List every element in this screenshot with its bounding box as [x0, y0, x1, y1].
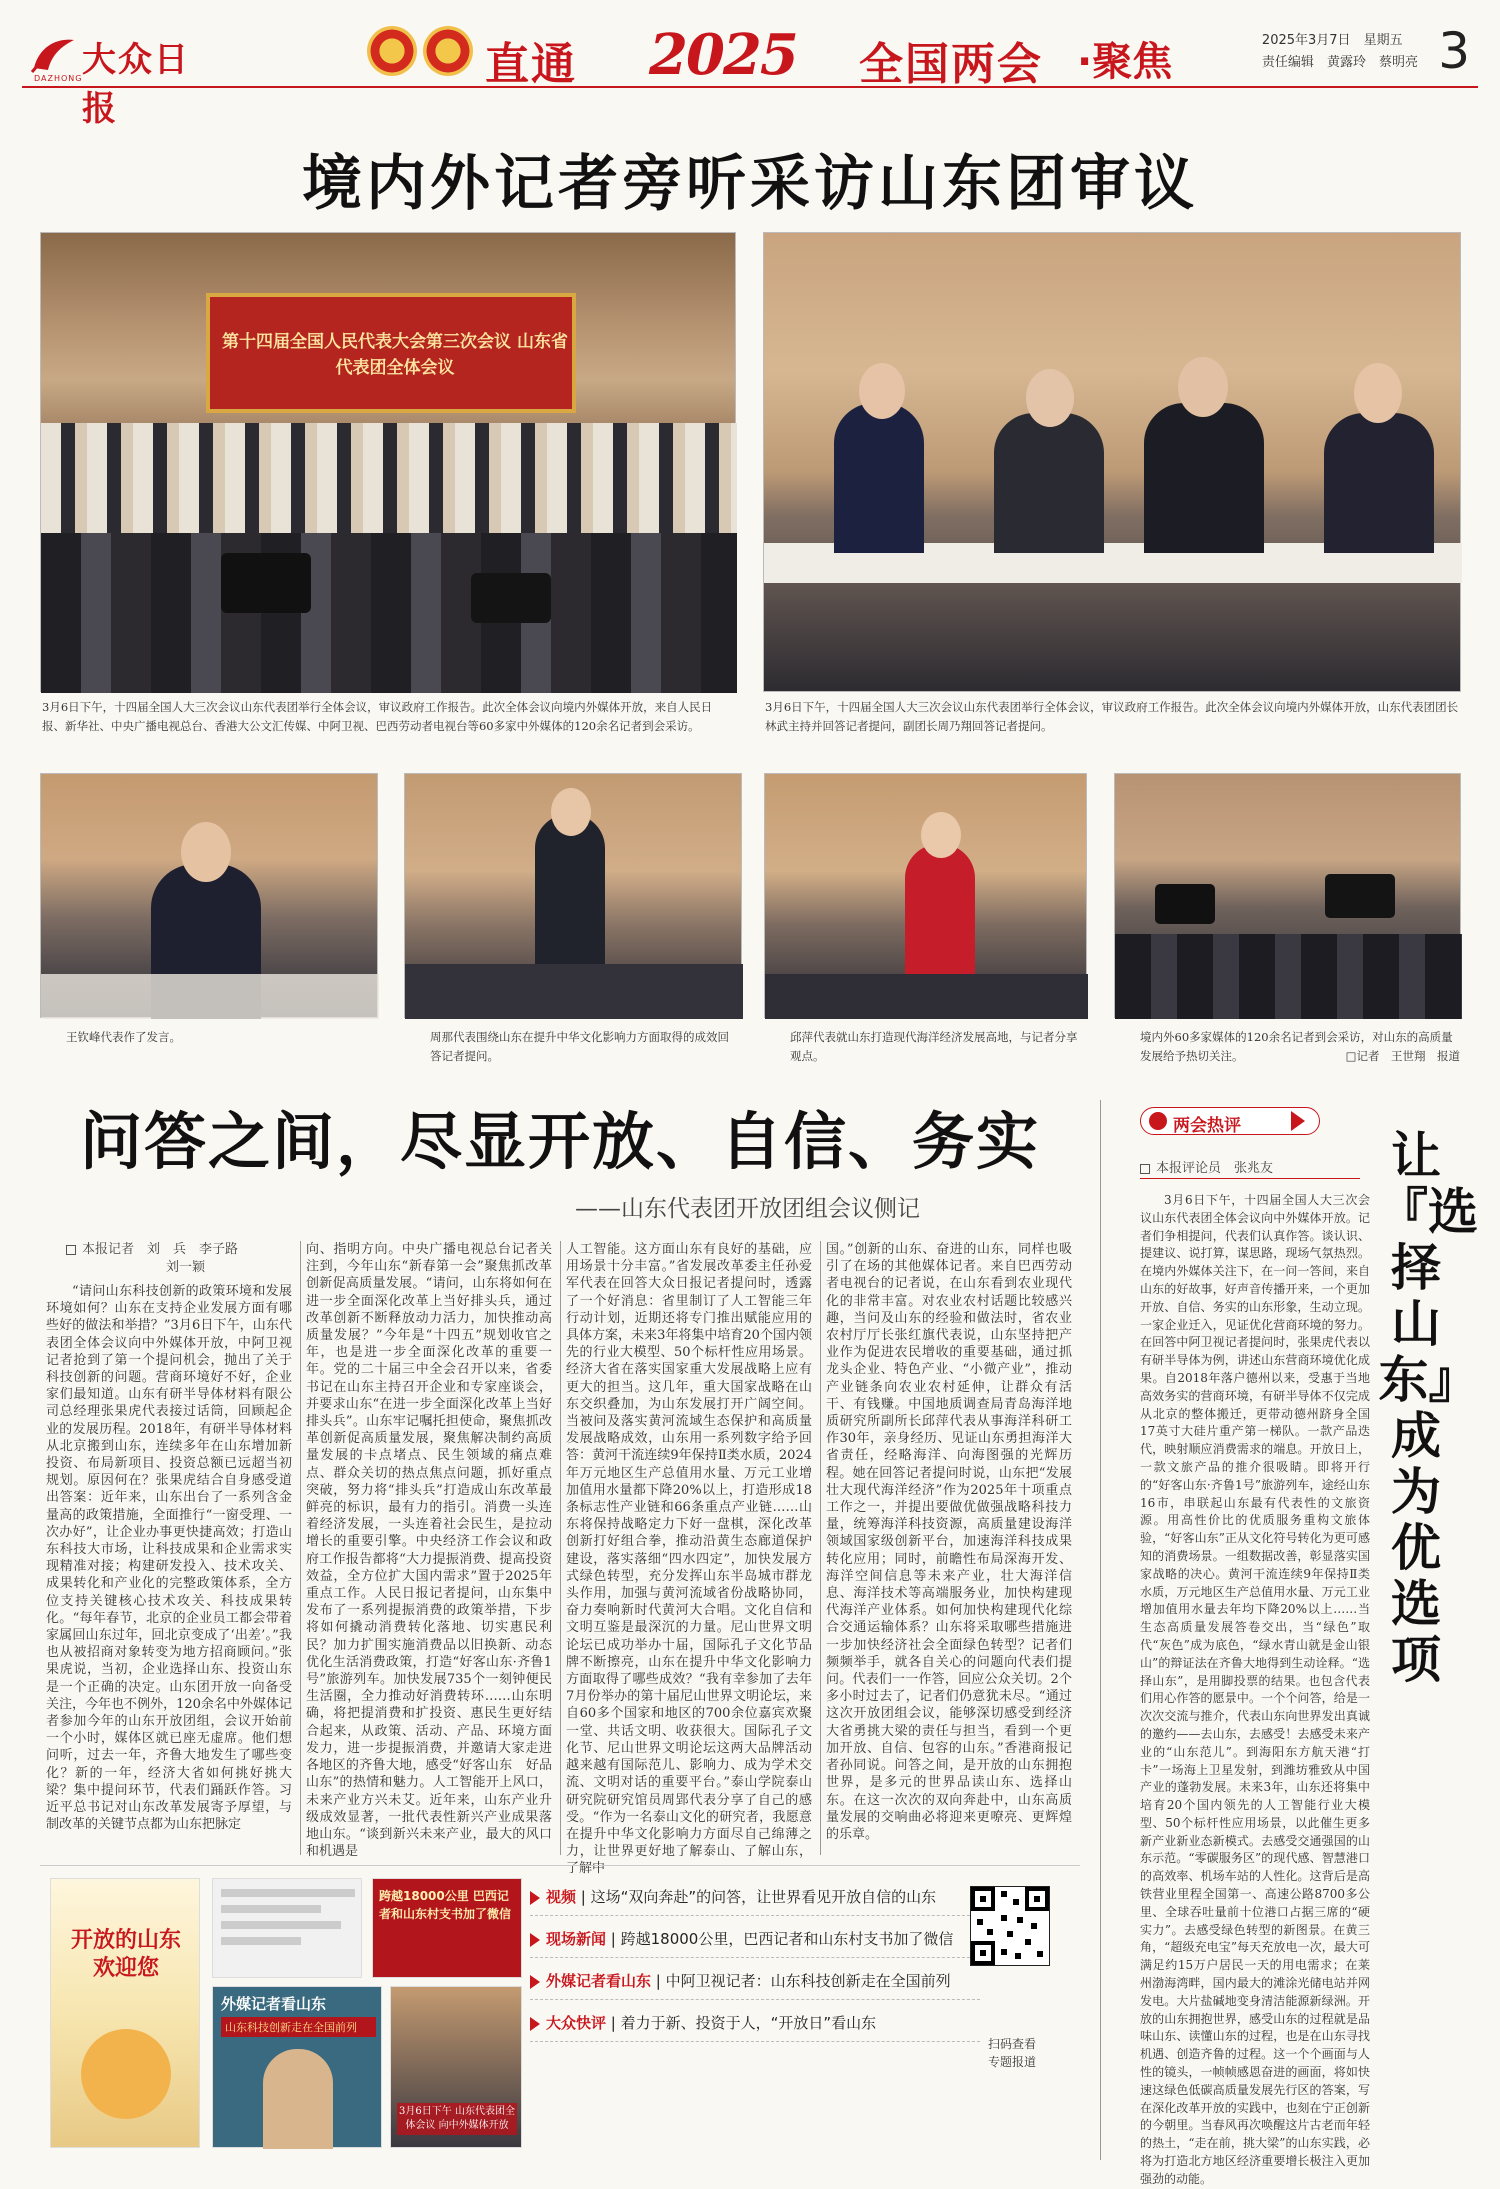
- second-subhead: ——山东代表团开放团组会议侧记: [575, 1196, 920, 1222]
- photo5-caption: 邱萍代表就山东打造现代海洋经济发展高地，与记者分享观点。: [790, 1030, 1078, 1063]
- link-video[interactable]: 视频 | 这场“双向奔赴”的问答，让世界看见开放自信的山东: [530, 1886, 980, 1916]
- photo-zhou-ying[interactable]: [404, 773, 742, 1018]
- issue-weekday: 星期五: [1363, 33, 1403, 48]
- qr-caption-1: 扫码查看: [987, 2037, 1036, 2051]
- logo-sub: DAZHONG: [34, 74, 83, 83]
- promo-18000km-text: 跨越18000公里 巴西记者和山东村支书加了微信: [379, 1889, 512, 1921]
- link-text: 跨越18000公里，巴西记者和山东村支书加了微信: [620, 1930, 954, 1948]
- triangle-right-icon: [530, 1891, 540, 1905]
- masthead: [22, 18, 1478, 129]
- qr-code[interactable]: [970, 1886, 1050, 1966]
- link-tag: 视频: [546, 1888, 577, 1906]
- triangle-right-icon: [530, 1975, 540, 1989]
- promo-18000km[interactable]: [372, 1878, 522, 1978]
- article-col2-text: 向、指明方向。中央广播电视总台记者关注到，今年山东“新春第一会”聚焦抓改革创新促高质量发展。“请问，山东将如何在进一步全面深化改革上当好排头兵，通过改革创新不断释放动力活力，加快推动高质量发展？”今年是“十四五”规划收官之年，也是进一步全面深化改革的重要一年。党的二十届三中全会召开以来，省委书记在山东主持召开企业和专家座谈会，并要求山东“在进一步全面深化改革上当好排头兵”。山东牢记嘱托担使命，聚焦抓改革创新促高质量发展，聚焦解决制约高质量发展的卡点堵点、民生领域的痛点难点、群众关切的热点焦点问题，抓好重点突破，努力将“排头兵”打造成山东改革最鲜亮的标识，最有力的指引。消费一头连着经济发展，一头连着社会民生，是拉动增长的重要引擎。中央经济工作会议和政府工作报告都将“大力提振消费、提高投资效益，全方位扩大国内需求”置于2025年重点工作。人民日报记者提问，山东集中发布了一系列提振消费的政策举措，下步将如何撬动消费转化落地、切实惠民利民？加力扩围实施消费品以旧换新、动态优化生活消费政策，打造“好客山东·齐鲁1号”旅游列车。加快发展735个一刻钟便民生活圈，全力推动好消费转环……山东明确，将把提消费和扩投资、惠民生更好结合起来，从政策、活动、产品、环境方面发力，进一步提振消费，并邀请大家走进各地区的齐鲁大地，感受“好客山东 好品山东”的热情和魅力。人工智能开上风口，未来产业方兴未艾。近年来，山东产业升级成效显著，一批代表性新兴产业成果落地山东。“谈到新兴未来产业，最大的风口和机遇是: [306, 1242, 552, 1860]
- editor-name-2: 蔡明亮: [1378, 55, 1418, 70]
- sun-icon: [81, 2029, 171, 2119]
- link-quick-comment[interactable]: 大众快评 | 着力于新、投资于人，“开放日”看山东: [530, 2012, 980, 2042]
- photo1-caption: 3月6日下午，十四届全国人大三次会议山东代表团举行全体会议，审议政府工作报告。此次全体会议向境内外媒体开放，来自人民日报、新华社、中央广播电视总台、香港大公文汇传媒、中阿卫视、巴西劳动者电视台等60多家中外媒体的120余名记者到会采访。: [42, 700, 713, 733]
- second-byline: [66, 1241, 306, 1277]
- link-text: 中阿卫视记者：山东科技创新走在全国前列: [665, 1972, 951, 1990]
- hot-commentary-label: 两会热评: [1173, 1116, 1241, 1136]
- article-col4-text: 国。”创新的山东、奋进的山东，同样也吸引了在场的其他媒体记者。来自巴西劳动者电视台的记者说，在山东看到农业现代化的非常丰富。对农业农村话题比较感兴趣，当问及山东的经验和做法时，省农业农村厅厅长张红旗代表说，山东坚持把产业作为促进农民增收的重要基础，通过抓龙头企业、特色产业、“小微产业”，推动产业链条向农业农村延伸，让群众有活干、有钱赚。中国地质调查局青岛海洋地质研究所副所长邱萍代表从事海洋科研工作30年，亲身经历、见证山东勇担海洋大省责任，经略海洋、向海图强的光辉历程。她在回答记者提问时说，山东把“发展壮大现代海洋经济”作为2025年十项重点工作之一，并提出要做优做强战略科技力量，统筹海洋科技资源，高质量建设海洋领域国家级创新平台，加速海洋科技成果转化应用；同时，前瞻性布局深海开发、海洋空间信息等未来产业，壮大海洋信息、海洋技术等高端服务业，加快构建现代海洋产业体系。如何加快构建现代化综合交通运输体系？山东将采取哪些措施进一步加快经济社会全面绿色转型？记者们频频举手，就各自关心的问题向代表们提问。代表们一一作答，回应公众关切。2个多小时过去了，记者们仍意犹未尽。“通过这次开放团组会议，能够深切感受到经济大省勇挑大梁的责任与担当，看到一个更加开放、自信、包容的山东。”香港商报记者孙同说。问答之间，是开放的山东拥抱世界，是多元的世界品读山东、选择山东。在这一次次的双向奔赴中，山东高质量发展的交响曲必将迎来更嘹亮、更辉煌的乐章。: [826, 1242, 1072, 1842]
- photo-delegation-leaders[interactable]: [763, 232, 1461, 692]
- meeting-screen-text: 第十四届全国人民代表大会第三次会议 山东省代表团全体会议: [222, 332, 568, 378]
- banner-focus: ·聚焦: [1077, 39, 1173, 85]
- top-headline[interactable]: 境内外记者旁听采访山东团审议: [302, 149, 1198, 219]
- photo6-caption: 境内外60多家媒体的120余名记者到会采访，对山东的高质量发展给予热切关注。: [1140, 1030, 1453, 1063]
- photo-media-reporters[interactable]: [1114, 773, 1461, 1018]
- article-col3-text: 人工智能。这方面山东有良好的基础，应用场景十分丰富。”省发展改革委主任孙爱军代表在回答大众日报记者提问时，透露了一个好消息：省里制订了人工智能三年行动计划，近期还将专门推出赋能应用的具体方案，未来3年将集中培育20个国内领先的行业大模型、50个标杆性应用场景。经济大省在落实国家重大发展战略上应有更大的担当。这几年，重大国家战略在山东交织叠加，为山东发展打开广阔空间。当被问及落实黄河流域生态保护和高质量发展战略成效，山东用一系列数字给予回答：黄河干流连续9年保持Ⅱ类水质，2024年万元地区生产总值用水量、万元工业增加值用水量都下降20%以上，打造形成18条标志性产业链和66条重点产业链……山东将保持战略定力下好一盘棋，深化改革创新打好组合拳，推动沿黄生态廊道保护建设，落实落细“四水四定”，加快发展方式绿色转型，充分发挥山东半岛城市群龙头作用，加强与黄河流域省份战略协同，奋力奏响新时代黄河大合唱。文化自信和文明互鉴是最深沉的力量。尼山世界文明论坛已成功举办十届，国际孔子文化节品牌不断擦亮，山东在提升中华文化影响力方面取得了哪些成效？“我有幸参加了去年7月份举办的第十届尼山世界文明论坛，来自60多个国家和地区的700余位嘉宾欢聚一堂、共话文明、收获很大。国际孔子文化节、尼山世界文明论坛这两大品牌活动越来越有国际范儿、影响力、成为学术交流、文明对话的重要平台。”泰山学院泰山研究院研究馆员周郢代表分享了自己的感受。“作为一名泰山文化的研究者，我愿意在提升中华文化影响力方面尽自己绵薄之力，让世界更好地了解泰山、了解山东，了解中: [566, 1242, 812, 1877]
- commentary-title[interactable]: 让『选择山东』成为优选项: [1378, 1127, 1478, 1689]
- arrow-right-icon: [1291, 1111, 1305, 1131]
- promo-foreign-media-title: 外媒记者看山东: [221, 1995, 327, 2013]
- photo-qiu-ping[interactable]: [764, 773, 1087, 1018]
- byline-names-2: 刘一颖: [166, 1260, 206, 1275]
- banner-two-sessions: 全国两会: [859, 39, 1043, 90]
- editor-label: 责任编辑: [1261, 55, 1314, 70]
- link-tag: 现场新闻: [546, 1930, 607, 1948]
- link-text: 这场“双向奔赴”的问答，让世界看见开放自信的山东: [590, 1888, 937, 1906]
- article-column-3: [566, 1241, 812, 1877]
- photo-credit: □记者 王世翔 报道: [1345, 1049, 1460, 1063]
- photo-wang-qinfeng[interactable]: [40, 773, 378, 1018]
- logo-text: 大众日报: [82, 40, 190, 129]
- commentary-body-text: 3月6日下午，十四届全国人大三次会议山东代表团全体会议向中外媒体开放。记者们争相提问，代表们认真作答。谈认识、提建议、说打算，谋思路，现场气氛热烈。在境内外媒体关注下，在一问一答间，来自山东的好故事，好声音传播开来，一个更加开放、自信、务实的山东形象，生动立现。一家企业迁入，见证优化营商环境的努力。在回答中阿卫视记者提问时，张果虎代表以有研半导体为例，讲述山东营商环境优化成果。自2018年落户德州以来，受惠于当地高效务实的营商环境，有研半导体不仅完成从北京的整体搬迁，更带动德州跻身全国17英寸大硅片重产第一梯队。一款产品迭代，映射顺应消费需求的端息。开放日上，一款文旅产品的推介很吸睛。即将开行的“好客山东·齐鲁1号”旅游列车，途经山东16市，串联起山东最有代表性的文旅资源。用高性价比的优质服务重构文旅体验，“好客山东”正从文化符号转化为更可感知的消费场景。一组数据改善，彰显落实国家战略的决心。黄河干流连续9年保持Ⅱ类水质，万元地区生产总值用水量、万元工业增加值用水量去年均下降20%以上……当生态高质量发展答卷交出，当“绿色”取代“灰色”成为底色，“绿水青山就是金山银山”的辩证法在齐鲁大地得到生动诠释。“选择山东”，是用脚投票的结果。也包含代表们用心作答的愿景中。一个个问答，给是一次次交流与推介，代表山东向世界发出真诚的邀约——去山东，去感受！去感受未来产业的“山东范儿”。到海阳东方航天港“打卡”一场海上卫星发射，到潍坊雅致从中国产业的蓬勃发展。未来3年，山东还将集中培育20个国内领先的人工智能行业大模型、50个标杆性应用场景，以此催生更多新产业新业态新模式。去感受交通强国的山东示范。“零碳服务区”的现代感、智慧港口的高效率、机场车站的人性化。这背后是高铁营业里程全国第一、高速公路8700多公里、全球吞吐量前十位港口占据三席的“硬实力”。去感受绿色转型的新图景。在黄三角，“超级充电宝”每天充放电一次，最大可满足约15万户居民一天的用电需求；在莱州渤海湾畔，国内最大的滩涂光储电站并网发电。大片盐碱地变身清洁能源新绿洲。开放的山东拥抱世界，感受山东的过程就是品味山东、读懂山东的过程，也是在山东寻找机遇、创造齐鲁的过程。这一个个画面与人性的镜头，一帧帧感恩奋进的画面，将如快速这绿色低碳高质量发展先行区的答案，写在深化改革开放的实践中，也刻在宁正创新的今朝里。当春风再次唤醒这片古老而年轻的热土，“走在前，挑大梁”的山东实践，必将为打造北方地区经济重要增长极注入更加强劲的动能。: [1140, 1193, 1370, 2186]
- link-tag: 大众快评: [546, 2014, 607, 2032]
- byline-label: 本报记者: [82, 1242, 135, 1257]
- qr-code-icon: [971, 1887, 1049, 1965]
- banner-year: 2025: [649, 22, 797, 88]
- promo-wechat-screenshot[interactable]: [212, 1878, 362, 1978]
- commentary-author: 张兆友: [1234, 1161, 1274, 1176]
- issue-date: 2025年3月7日: [1261, 33, 1351, 48]
- article-column-1: [46, 1283, 292, 1855]
- second-headline[interactable]: 问答之间，尽显开放、自信、务实: [80, 1105, 1041, 1178]
- byline-box-icon: [1140, 1164, 1150, 1174]
- qr-caption-2: 专题报道: [987, 2055, 1036, 2069]
- national-emblem-icon: [367, 26, 417, 76]
- promo-section: [40, 1865, 1080, 2157]
- link-tag: 外媒记者看山东: [546, 1972, 652, 1990]
- commentary-body: [1140, 1192, 1370, 2186]
- page-number: 3: [1438, 22, 1470, 80]
- promo-welcome-text: 开放的山东 欢迎您: [70, 1928, 181, 1981]
- column-divider: [560, 1241, 561, 1855]
- article-col1-text: “请问山东科技创新的政策环境和发展环境如何？山东在支持企业发展方面有哪些好的做法和举措？”3月6日下午，山东代表团全体会议向中外媒体开放，中阿卫视记者抢到了第一个提问机会，抛出了关于科技创新的问题。营商环境好不好，企业家们最知道。山东有研半导体材料有限公司总经理张果虎代表接过话筒，回顾起企业的发展历程。2018年，有研半导体材料从北京搬到山东，连续多年在山东增加新投资、布局新项目、投资总额已远超当初规划。原因何在？张果虎结合自身感受道出答案：近年来，山东出台了一系列含金量高的政策措施，全面推行“一窗受理、一次办好”，让企业办事更快捷高效；打造山东科技大市场，让科技成果和企业需求实现精准对接；构建研发投入、技术攻关、成果转化和产业化的完整政策体系，全方位支持关键核心技术攻关、科技成果转化。“每年春节，北京的企业员工都会带着家属回山东过年，回北京变成了‘出差’。”我也从被招商对象转变为地方招商顾问。”张果虎说，当初，企业选择山东、投资山东是一个正确的决定。山东团开放一向备受关注，今年也不例外，120余名中外媒体记者参加今年的山东开放团组，会议开始前一个小时，媒体区就已座无虚席。他们想问听，过去一年，齐鲁大地发生了哪些变化？新的一年，经济大省如何挑好挑大梁？集中提问环节，代表们踊跃作答。习近平总书记对山东改革发展寄予厚望，与制改革的关键节点都为山东把脉定: [46, 1284, 292, 1833]
- commentary-byline-label: 本报评论员: [1156, 1161, 1222, 1176]
- qr-caption: [972, 2035, 1052, 2071]
- camera-icon: [1325, 874, 1395, 918]
- fire-icon: [1149, 1112, 1167, 1130]
- byline-box-icon: [66, 1245, 76, 1255]
- byline-names: 刘 兵 李子路: [147, 1242, 239, 1257]
- section-divider: [1100, 1100, 1101, 2160]
- triangle-right-icon: [530, 2017, 540, 2031]
- flag-logo-icon: [30, 34, 76, 74]
- cppcc-emblem-icon: [423, 26, 473, 76]
- link-foreign-reporters[interactable]: 外媒记者看山东 | 中阿卫视记者：山东科技创新走在全国前列: [530, 1970, 980, 2000]
- banner-direct: 直通: [485, 39, 577, 90]
- promo-poster-welcome[interactable]: [50, 1878, 200, 2148]
- promo-open-day[interactable]: [390, 1986, 522, 2148]
- photo-press-conference-wide[interactable]: [40, 232, 736, 692]
- column-divider: [820, 1241, 821, 1855]
- meeting-screen: [206, 293, 576, 413]
- hot-commentary-badge[interactable]: [1140, 1107, 1320, 1135]
- triangle-right-icon: [530, 1933, 540, 1947]
- photo4-caption: 周那代表围绕山东在提升中华文化影响力方面取得的成效回答记者提问。: [430, 1030, 729, 1063]
- link-text: 着力于新、投资于人，“开放日”看山东: [620, 2014, 877, 2032]
- article-column-4: [826, 1241, 1072, 1855]
- photo2-caption: 3月6日下午，十四届全国人大三次会议山东代表团举行全体会议，审议政府工作报告。此次全体会议向境内外媒体开放，山东代表团团长林武主持并回答记者提问，副团长周乃翔回答记者提问。: [765, 700, 1459, 733]
- newspaper-logo[interactable]: [30, 28, 200, 129]
- promo-foreign-media-sub: 山东科技创新走在全国前列: [221, 2017, 376, 2037]
- column-divider: [300, 1241, 301, 1855]
- article-column-2: [306, 1241, 552, 1860]
- link-onsite-news[interactable]: 现场新闻 | 跨越18000公里，巴西记者和山东村支书加了微信: [530, 1928, 980, 1958]
- camera-icon: [1155, 884, 1215, 924]
- section-banner: [367, 22, 1207, 90]
- camera-icon: [221, 553, 311, 613]
- camera-icon: [471, 573, 551, 623]
- promo-foreign-media[interactable]: [212, 1986, 382, 2148]
- issue-meta: [1262, 30, 1418, 74]
- editor-name: 黄露玲: [1326, 55, 1366, 70]
- photo3-caption: 王钦峰代表作了发言。: [66, 1030, 181, 1044]
- promo-open-day-text: 3月6日下午 山东代表团全体会议 向中外媒体开放: [397, 2103, 517, 2135]
- commentary-byline: [1140, 1160, 1360, 1179]
